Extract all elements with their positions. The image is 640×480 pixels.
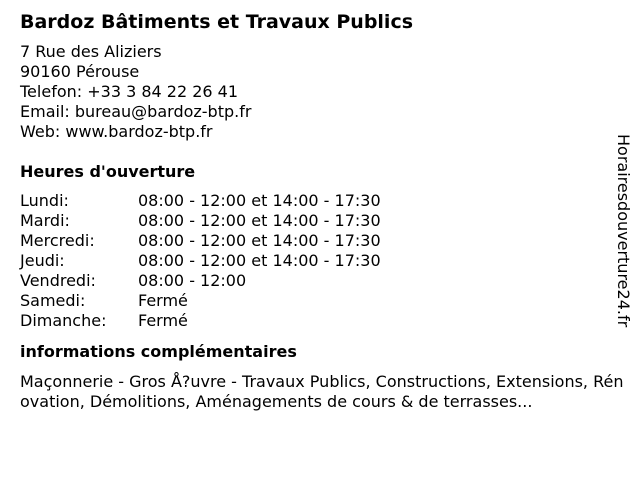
day-label: Samedi: bbox=[20, 291, 86, 310]
phone-line: Telefon: +33 3 84 22 26 41 bbox=[20, 82, 239, 101]
web-line: Web: www.bardoz-btp.fr bbox=[20, 122, 213, 141]
hours-heading: Heures d'ouverture bbox=[20, 162, 196, 181]
time-value: 08:00 - 12:00 bbox=[138, 271, 247, 290]
business-name: Bardoz Bâtiments et Travaux Publics bbox=[20, 11, 414, 33]
time-value: 08:00 - 12:00 et 14:00 - 17:30 bbox=[138, 211, 381, 230]
day-label: Lundi: bbox=[20, 191, 69, 210]
contact-block bbox=[20, 42, 615, 142]
hours-table bbox=[20, 191, 615, 331]
day-label: Mardi: bbox=[20, 211, 70, 230]
hours-row-samedi bbox=[20, 291, 615, 311]
hours-row-jeudi bbox=[20, 251, 615, 271]
info-heading: informations complémentaires bbox=[20, 342, 297, 361]
sidebar-brand-link[interactable]: Horairesdouverture24.fr bbox=[614, 134, 633, 328]
hours-row-dimanche bbox=[20, 311, 615, 331]
time-value: Fermé bbox=[138, 291, 188, 310]
time-value: 08:00 - 12:00 et 14:00 - 17:30 bbox=[138, 251, 381, 270]
day-label: Dimanche: bbox=[20, 311, 107, 330]
hours-row-vendredi bbox=[20, 271, 615, 291]
info-text: Maçonnerie - Gros Å?uvre - Travaux Publics, Constructions, Extensions, Rénovation, Démolitions, Aménagements de cours & de terrasses... bbox=[20, 372, 624, 411]
day-label: Jeudi: bbox=[20, 251, 65, 270]
email-line: Email: bureau@bardoz-btp.fr bbox=[20, 102, 252, 121]
day-label: Vendredi: bbox=[20, 271, 96, 290]
time-value: 08:00 - 12:00 et 14:00 - 17:30 bbox=[138, 191, 381, 210]
hours-row-lundi bbox=[20, 191, 615, 211]
address-street: 7 Rue des Aliziers bbox=[20, 42, 162, 61]
day-label: Mercredi: bbox=[20, 231, 95, 250]
address-city: 90160 Pérouse bbox=[20, 62, 140, 81]
time-value: Fermé bbox=[138, 311, 188, 330]
hours-row-mardi bbox=[20, 211, 615, 231]
time-value: 08:00 - 12:00 et 14:00 - 17:30 bbox=[138, 231, 381, 250]
hours-row-mercredi bbox=[20, 231, 615, 251]
